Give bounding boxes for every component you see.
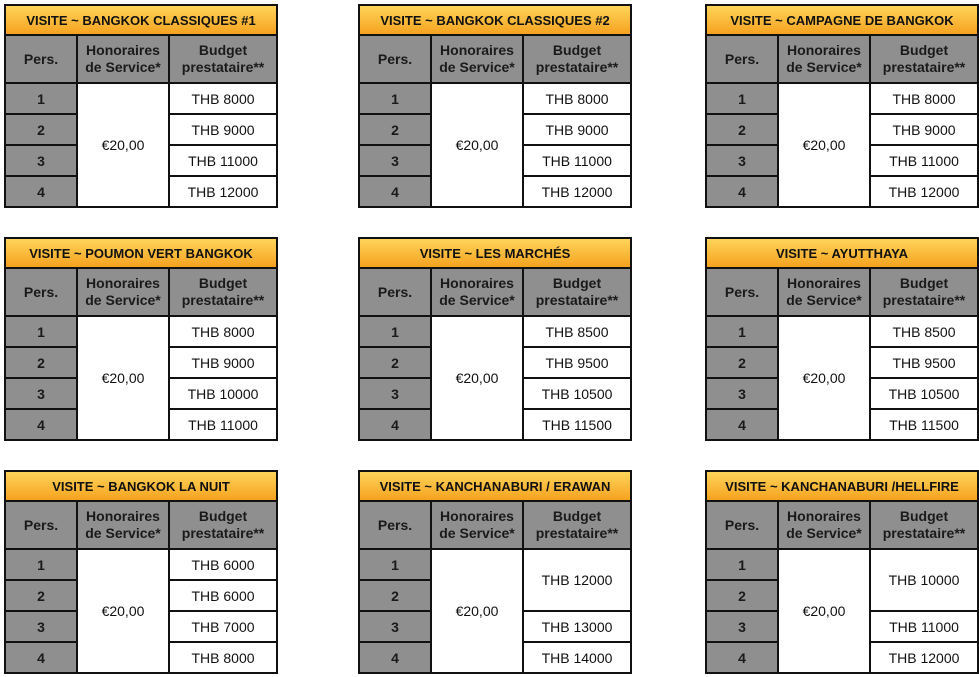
tour-table (705, 470, 979, 674)
tour-table (4, 4, 278, 208)
table-row (5, 549, 277, 580)
pers-cell: 2 (706, 580, 778, 611)
budget-cell: THB 9000 (169, 114, 277, 145)
pers-cell: 2 (359, 347, 431, 378)
table-row (5, 316, 277, 347)
fee-cell: €20,00 (431, 316, 523, 440)
budget-cell: THB 8000 (169, 642, 277, 673)
budget-cell: THB 12000 (870, 642, 978, 673)
tour-table (358, 4, 632, 208)
header-fee: Honoraires de Service* (431, 268, 523, 316)
tour-card-8 (358, 470, 630, 674)
header-budget: Budget prestataire** (169, 268, 277, 316)
pers-cell: 4 (359, 176, 431, 207)
tour-title: VISITE ~ BANGKOK CLASSIQUES #1 (5, 5, 277, 35)
budget-cell: THB 11000 (870, 145, 978, 176)
pers-cell: 3 (706, 611, 778, 642)
budget-cell: THB 10000 (169, 378, 277, 409)
budget-cell: THB 12000 (169, 176, 277, 207)
table-row (359, 83, 631, 114)
header-budget: Budget prestataire** (870, 35, 978, 83)
header-fee: Honoraires de Service* (77, 268, 169, 316)
header-budget: Budget prestataire** (523, 35, 631, 83)
budget-cell: THB 8500 (523, 316, 631, 347)
tour-title: VISITE ~ LES MARCHÉS (359, 238, 631, 268)
budget-cell: THB 10000 (870, 549, 978, 611)
budget-cell: THB 11000 (870, 611, 978, 642)
header-pers: Pers. (5, 268, 77, 316)
pers-cell: 4 (5, 642, 77, 673)
pers-cell: 1 (5, 549, 77, 580)
fee-cell: €20,00 (778, 316, 870, 440)
tour-card-7 (4, 470, 276, 674)
header-fee: Honoraires de Service* (431, 35, 523, 83)
tour-card-6 (705, 237, 977, 441)
header-fee: Honoraires de Service* (77, 501, 169, 549)
pers-cell: 3 (359, 145, 431, 176)
header-budget: Budget prestataire** (870, 268, 978, 316)
header-pers: Pers. (359, 268, 431, 316)
fee-cell: €20,00 (77, 316, 169, 440)
pers-cell: 3 (359, 611, 431, 642)
header-pers: Pers. (706, 35, 778, 83)
budget-cell: THB 11000 (523, 145, 631, 176)
tour-card-1 (4, 4, 276, 208)
pers-cell: 3 (5, 378, 77, 409)
header-budget: Budget prestataire** (870, 501, 978, 549)
pers-cell: 1 (359, 549, 431, 580)
budget-cell: THB 10500 (523, 378, 631, 409)
budget-cell: THB 9500 (523, 347, 631, 378)
tour-table (705, 237, 979, 441)
pers-cell: 4 (706, 642, 778, 673)
pers-cell: 2 (5, 347, 77, 378)
pers-cell: 4 (359, 409, 431, 440)
pers-cell: 4 (5, 409, 77, 440)
budget-cell: THB 12000 (523, 176, 631, 207)
header-budget: Budget prestataire** (169, 501, 277, 549)
budget-cell: THB 13000 (523, 611, 631, 642)
fee-cell: €20,00 (431, 83, 523, 207)
pers-cell: 1 (706, 549, 778, 580)
budget-cell: THB 11500 (523, 409, 631, 440)
tour-card-2 (358, 4, 630, 208)
budget-cell: THB 8000 (870, 83, 978, 114)
budget-cell: THB 12000 (870, 176, 978, 207)
pers-cell: 2 (359, 114, 431, 145)
header-pers: Pers. (359, 501, 431, 549)
header-pers: Pers. (706, 268, 778, 316)
tour-title: VISITE ~ KANCHANABURI / ERAWAN (359, 471, 631, 501)
budget-cell: THB 9500 (870, 347, 978, 378)
pers-cell: 2 (706, 114, 778, 145)
pers-cell: 1 (5, 83, 77, 114)
pers-cell: 4 (359, 642, 431, 673)
pers-cell: 3 (359, 378, 431, 409)
tour-table (4, 237, 278, 441)
pers-cell: 1 (359, 316, 431, 347)
header-budget: Budget prestataire** (169, 35, 277, 83)
table-row (5, 83, 277, 114)
tour-table (4, 470, 278, 674)
pers-cell: 2 (5, 114, 77, 145)
budget-cell: THB 8000 (169, 316, 277, 347)
budget-cell: THB 7000 (169, 611, 277, 642)
pers-cell: 3 (5, 611, 77, 642)
pers-cell: 3 (706, 378, 778, 409)
pers-cell: 4 (5, 176, 77, 207)
tour-table (358, 470, 632, 674)
header-pers: Pers. (5, 501, 77, 549)
header-fee: Honoraires de Service* (778, 501, 870, 549)
budget-cell: THB 14000 (523, 642, 631, 673)
header-budget: Budget prestataire** (523, 501, 631, 549)
budget-cell: THB 11000 (169, 409, 277, 440)
fee-cell: €20,00 (778, 549, 870, 673)
table-row (706, 549, 978, 580)
budget-cell: THB 9000 (169, 347, 277, 378)
budget-cell: THB 9000 (870, 114, 978, 145)
tour-card-4 (4, 237, 276, 441)
tour-card-5 (358, 237, 630, 441)
table-row (359, 549, 631, 580)
header-fee: Honoraires de Service* (778, 268, 870, 316)
pers-cell: 4 (706, 409, 778, 440)
fee-cell: €20,00 (431, 549, 523, 673)
tour-table (358, 237, 632, 441)
tour-card-3 (705, 4, 977, 208)
pers-cell: 1 (359, 83, 431, 114)
header-pers: Pers. (359, 35, 431, 83)
fee-cell: €20,00 (77, 83, 169, 207)
table-row (706, 316, 978, 347)
tour-table (705, 4, 979, 208)
tour-title: VISITE ~ BANGKOK LA NUIT (5, 471, 277, 501)
header-budget: Budget prestataire** (523, 268, 631, 316)
budget-cell: THB 9000 (523, 114, 631, 145)
budget-cell: THB 11500 (870, 409, 978, 440)
tour-title: VISITE ~ BANGKOK CLASSIQUES #2 (359, 5, 631, 35)
budget-cell: THB 12000 (523, 549, 631, 611)
table-row (359, 316, 631, 347)
budget-cell: THB 8000 (523, 83, 631, 114)
budget-cell: THB 6000 (169, 549, 277, 580)
pers-cell: 1 (5, 316, 77, 347)
header-fee: Honoraires de Service* (778, 35, 870, 83)
pers-cell: 1 (706, 83, 778, 114)
budget-cell: THB 6000 (169, 580, 277, 611)
pers-cell: 3 (5, 145, 77, 176)
table-row (706, 83, 978, 114)
pers-cell: 4 (706, 176, 778, 207)
pers-cell: 1 (706, 316, 778, 347)
pers-cell: 2 (706, 347, 778, 378)
tour-title: VISITE ~ AYUTTHAYA (706, 238, 978, 268)
budget-cell: THB 8500 (870, 316, 978, 347)
header-fee: Honoraires de Service* (77, 35, 169, 83)
budget-cell: THB 8000 (169, 83, 277, 114)
tour-card-9 (705, 470, 977, 674)
tour-title: VISITE ~ CAMPAGNE DE BANGKOK (706, 5, 978, 35)
budget-cell: THB 11000 (169, 145, 277, 176)
tour-title: VISITE ~ POUMON VERT BANGKOK (5, 238, 277, 268)
pers-cell: 2 (5, 580, 77, 611)
header-pers: Pers. (5, 35, 77, 83)
budget-cell: THB 10500 (870, 378, 978, 409)
fee-cell: €20,00 (778, 83, 870, 207)
pers-cell: 2 (359, 580, 431, 611)
header-pers: Pers. (706, 501, 778, 549)
pers-cell: 3 (706, 145, 778, 176)
tour-title: VISITE ~ KANCHANABURI /HELLFIRE (706, 471, 978, 501)
fee-cell: €20,00 (77, 549, 169, 673)
header-fee: Honoraires de Service* (431, 501, 523, 549)
